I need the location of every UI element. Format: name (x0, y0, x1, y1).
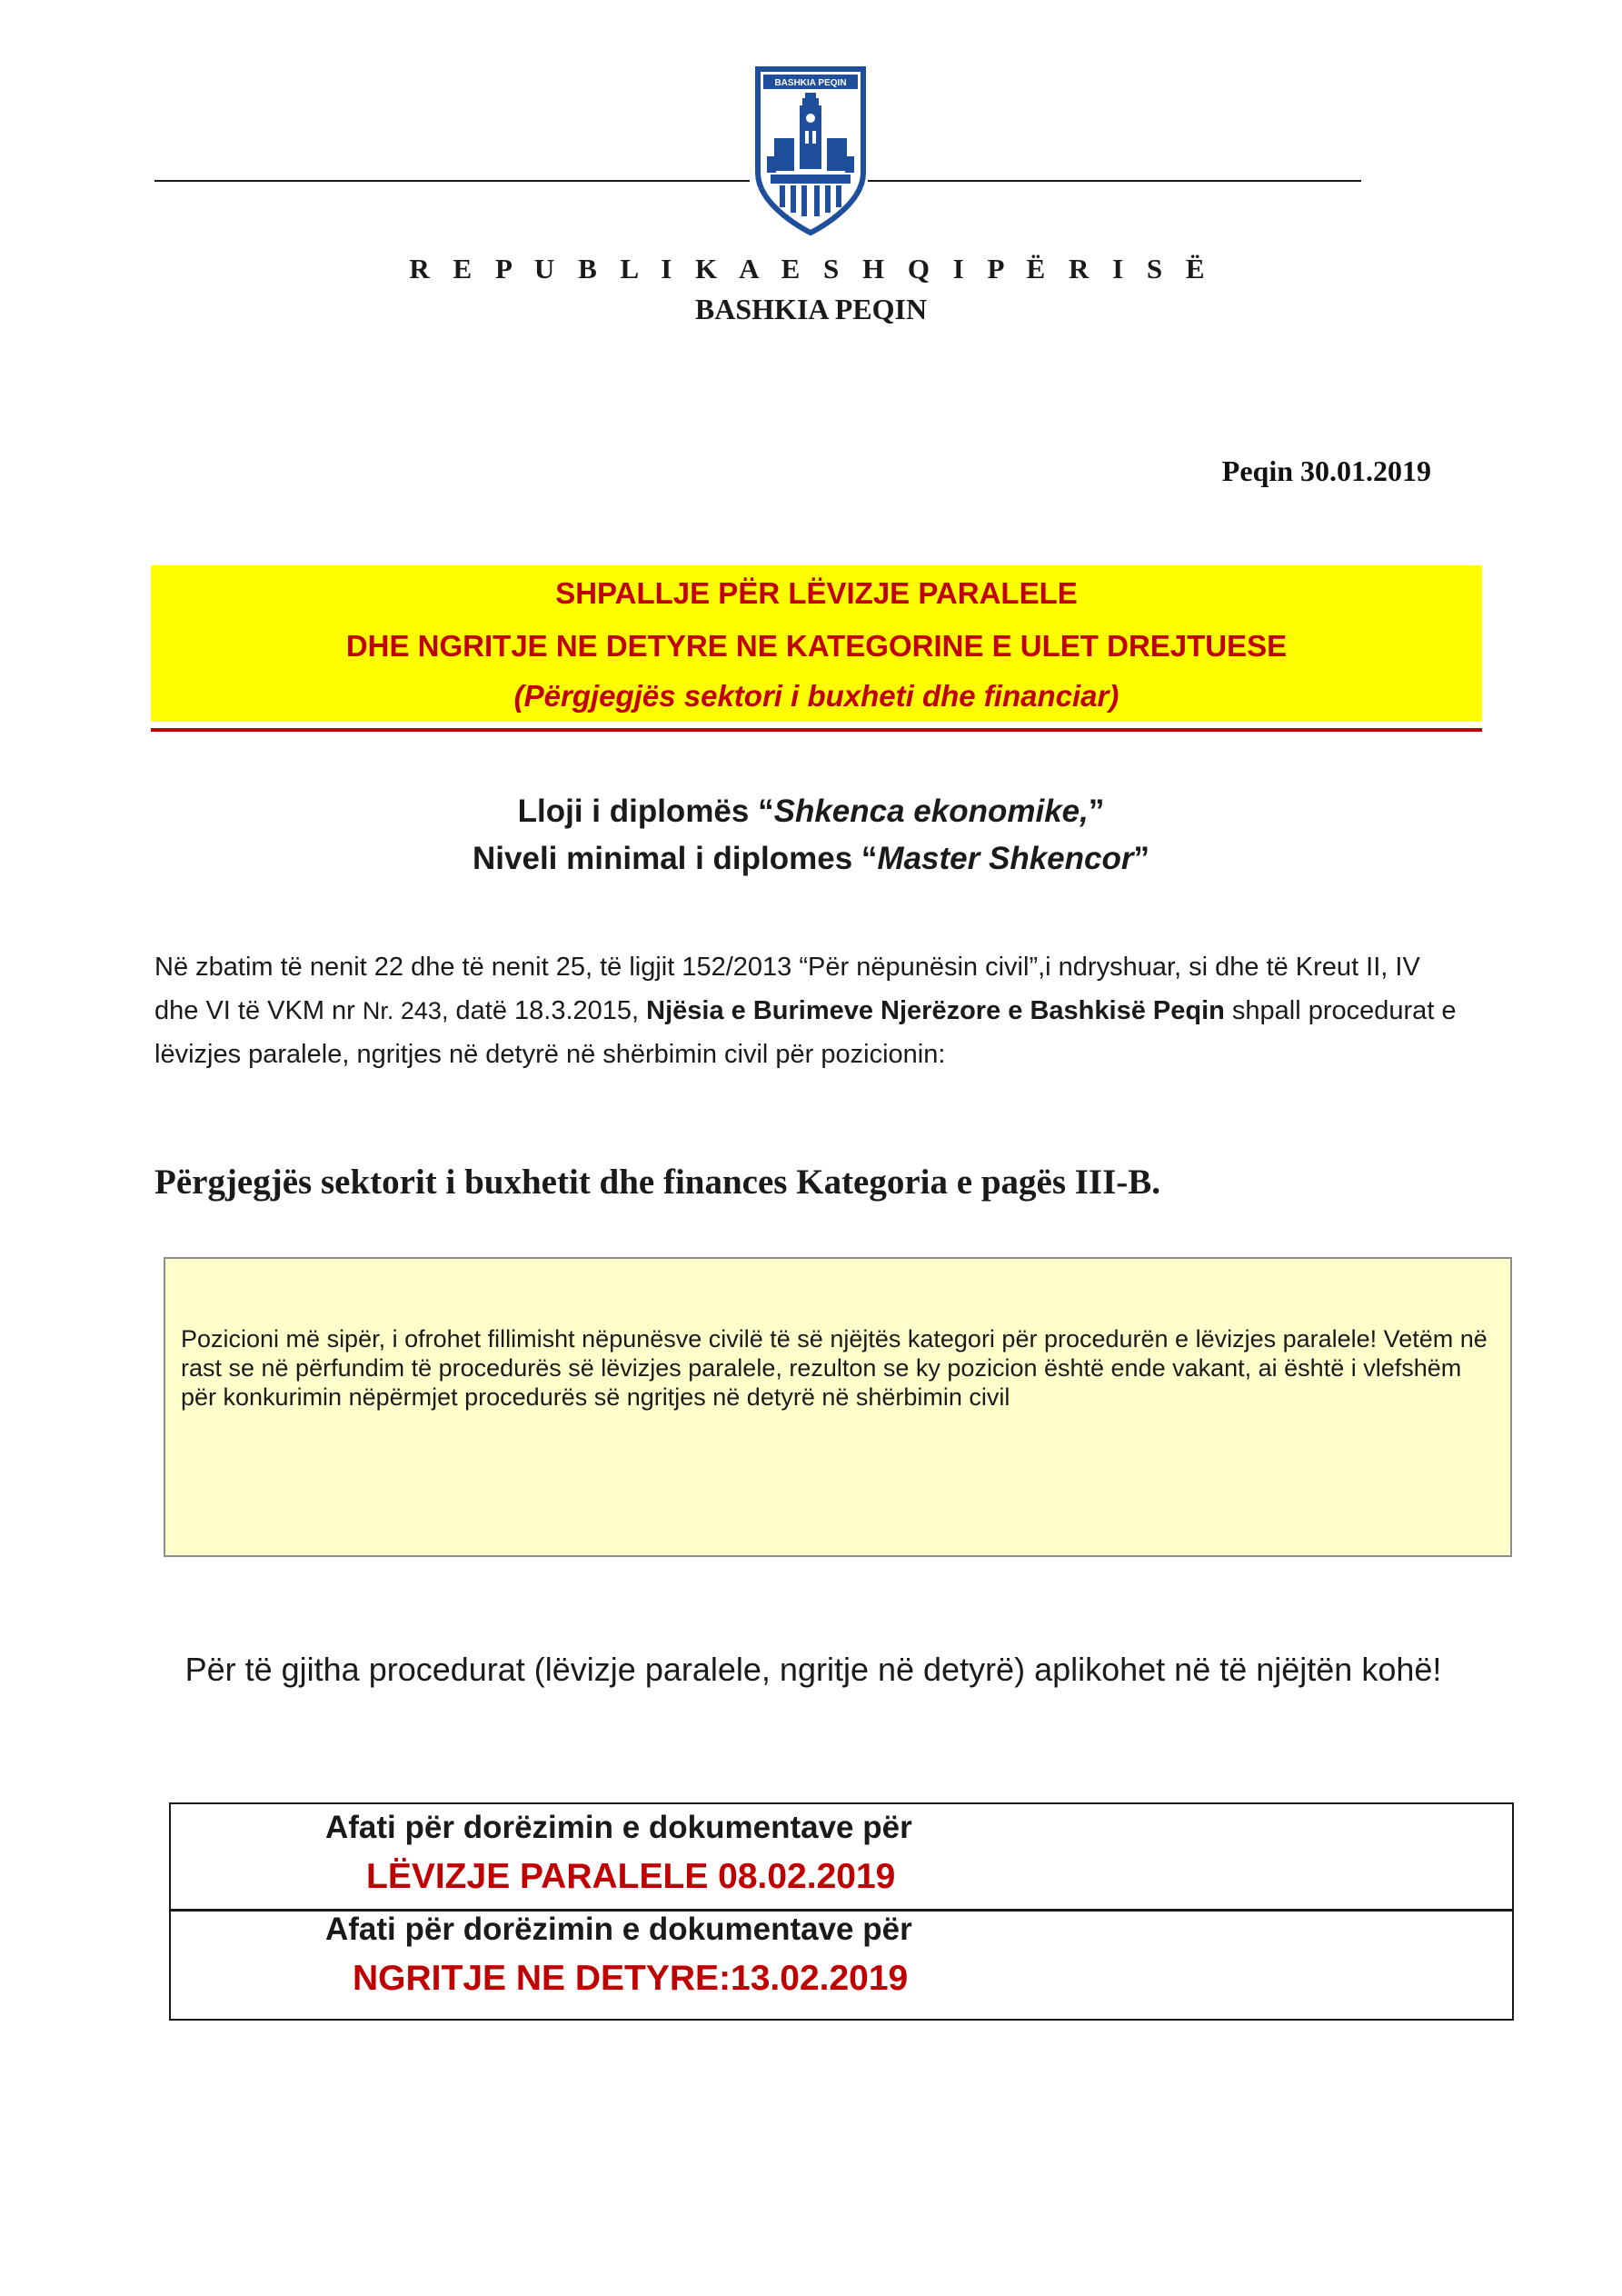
legal-basis-text-2: Nr. 243, (362, 997, 449, 1024)
bashkia-peqin-crest-icon (754, 65, 867, 236)
position-title: Përgjegjës sektorit i buxhetit dhe finances Kategoria e pagës III-B. (154, 1163, 1161, 1202)
announcement-line-3: (Përgjegjës sektori i buxheti dhe financiar) (513, 679, 1119, 713)
header-rule-right (868, 180, 1361, 182)
deadline-label-parallel: Afati për dorëzimin e dokumentave për (325, 1810, 912, 1845)
legal-basis-text-1: Në zbatim të nenit 22 dhe të nenit 25, të ligjit 152/2013 “Për nëpunësin civil”,i ndryshuar, si dhe të Kreut II, IV dhe VI të VKM nr (154, 953, 1420, 1025)
diploma-level-value: Master Shkencor (877, 841, 1134, 876)
deadline-value-parallel: LËVIZJE PARALELE 08.02.2019 (366, 1857, 896, 1896)
document-date: Peqin 30.01.2019 (1221, 454, 1431, 487)
diploma-level-prefix: Niveli minimal i diplomes “ (473, 841, 878, 876)
hr-unit-name: Njësia e Burimeve Njerëzore e Bashkisë Peqin (646, 996, 1225, 1025)
legal-basis-text-3: datë 18.3.2015, (448, 996, 647, 1025)
announcement-line-1: SHPALLJE PËR LËVIZJE PARALELE (555, 576, 1078, 610)
notice-box (164, 1257, 1512, 1557)
all-procedures-note: Për të gjitha procedurat (lëvizje paralele, ngritje në detyrë) aplikohet në të njëjtën kohë! (184, 1651, 1442, 1688)
announcement-line-2: DHE NGRITJE NE DETYRE NE KATEGORINE E ULET DREJTUESE (345, 629, 1288, 663)
notice-text: Pozicioni më sipër, i ofrohet fillimisht nëpunësve civilë të së njëjtës kategori për procedurën e lëvizjes paralele! Vetëm në rast se në përfundim të procedurës së lëvizjes paralele, rezulton se ky pozicion është ende vakant, ai është i vlefshëm për konkurimin nëpërmjet procedurës së ngritjes në detyrë në shërbimin civil (181, 1325, 1488, 1411)
diploma-type-prefix: Lloji i diplomës “ (517, 794, 774, 829)
crest-label: BASHKIA PEQIN (774, 78, 847, 88)
diploma-level-suffix: ” (1133, 841, 1149, 876)
deadline-value-promotion: NGRITJE NE DETYRE:13.02.2019 (353, 1959, 909, 1998)
announcement-banner (151, 565, 1482, 722)
diploma-type-value: Shkenca ekonomike, (773, 794, 1089, 829)
announcement-underline (151, 728, 1482, 732)
header-rule-left (154, 180, 750, 182)
legal-basis-text-5: shpall procedurat e lëvizjes paralele, ngritjes në detyrë në shërbimin civil për pozicionin: (154, 996, 1457, 1069)
diploma-type (0, 794, 1622, 830)
deadline-label-promotion: Afati për dorëzimin e dokumentave për (325, 1912, 912, 1947)
diploma-type-suffix: ” (1088, 794, 1105, 829)
legal-basis-paragraph (154, 945, 1463, 1076)
municipality-title: BASHKIA PEQIN (694, 293, 928, 325)
diploma-level (0, 841, 1622, 877)
republic-title: R E P U B L I K A E S H Q I P Ë R I S Ë (409, 253, 1213, 285)
deadline-table (169, 1802, 1514, 2021)
